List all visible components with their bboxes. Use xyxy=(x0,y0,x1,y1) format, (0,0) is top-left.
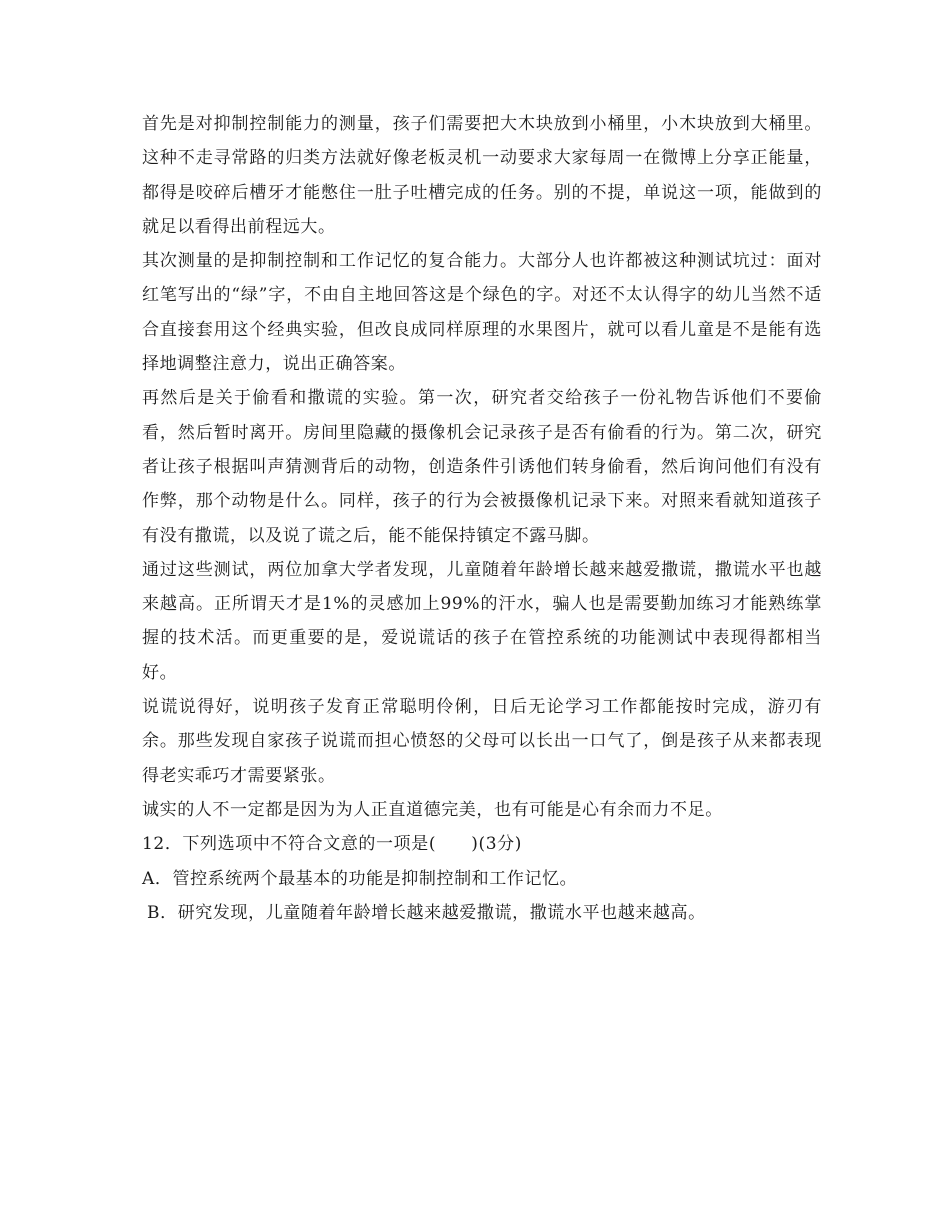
paragraph-lying-well: 说谎说得好，说明孩子发育正常聪明伶俐，日后无论学习工作都能按时完成，游刃有余。那些发现自家孩子说谎而担心愤怒的父母可以长出一口气了，倒是孩子从来都表现得老实乖巧才需要紧张。 xyxy=(142,697,822,786)
paragraph-honest-people: 诚实的人不一定都是因为为人正直道德完美，也有可能是心有余而力不足。 xyxy=(142,799,723,820)
paragraph-peeking-lying-experiment: 再然后是关于偷看和撒谎的实验。第一次，研究者交给孩子一份礼物告诉他们不要偷看，然后暂时离开。房间里隐藏的摄像机会记录孩子是否有偷看的行为。第二次，研究者让孩子根据叫声猜测背后的动物，创造条件引诱他们转身偷看，然后询问他们有没有作弊，那个动物是什么。同样，孩子的行为会被摄像机记录下来。对照来看就知道孩子有没有撒谎，以及说了谎之后，能不能保持镇定不露马脚。 xyxy=(142,388,822,546)
document-body xyxy=(142,107,822,930)
option-a: A．管控系统两个最基本的功能是抑制控制和工作记忆。 xyxy=(142,868,578,889)
paragraph-findings: 通过这些测试，两位加拿大学者发现，儿童随着年龄增长越来越爱撒谎，撒谎水平也越来越高。正所谓天才是1%的灵感加上99%的汗水，骗人也是需要勤加练习才能熟练掌握的技术活。而更重要的是，爱说谎话的孩子在管控系统的功能测试中表现得都相当好。 xyxy=(142,559,822,683)
paragraph-composite-ability: 其次测量的是抑制控制和工作记忆的复合能力。大部分人也许都被这种测试坑过：面对红笔写出的“绿”字，不由自主地回答这是个绿色的字。对还不太认得字的幼儿当然不适合直接套用这个经典实验，但改良成同样原理的水果图片，就可以看儿童是不是能有选择地调整注意力，说出正确答案。 xyxy=(142,251,822,375)
option-b: B．研究发现，儿童随着年龄增长越来越爱撒谎，撒谎水平也越来越高。 xyxy=(147,902,706,923)
paragraph-inhibitory-control: 首先是对抑制控制能力的测量，孩子们需要把大木块放到小桶里，小木块放到大桶里。这种不走寻常路的归类方法就好像老板灵机一动要求大家每周一在微博上分享正能量，都得是咬碎后槽牙才能憋住一肚子吐槽完成的任务。别的不提，单说这一项，能做到的就足以看得出前程远大。 xyxy=(142,114,822,237)
question-stem: 12．下列选项中不符合文意的一项是( )(3分) xyxy=(142,834,522,855)
